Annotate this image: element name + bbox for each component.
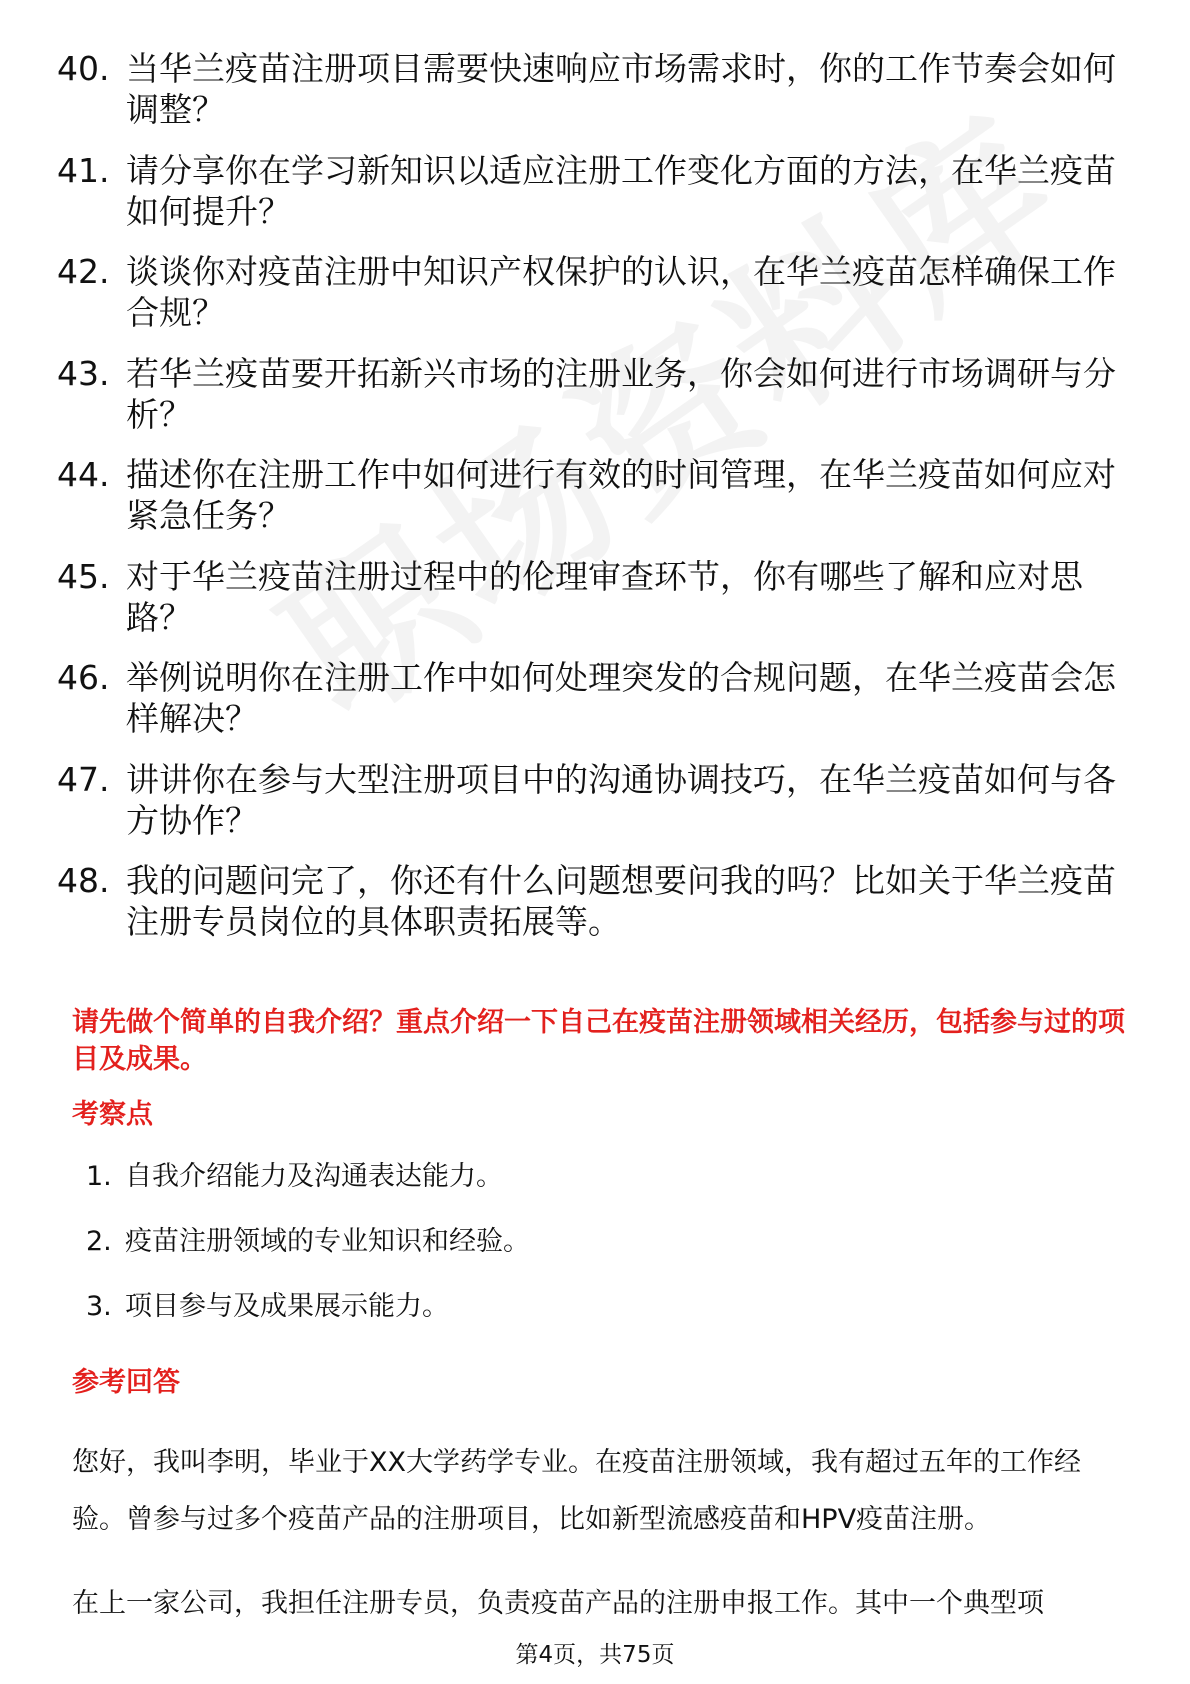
question-item: [0, 251, 1126, 333]
focus-points-list: [0, 1160, 1190, 1355]
question-number: 48.: [57, 861, 110, 900]
question-number: 40.: [57, 49, 110, 88]
question-number: 44.: [57, 455, 110, 494]
question-text: 我的问题问完了，你还有什么问题想要问我的吗？比如关于华兰疫苗注册专员岗位的具体职责拓展等。: [126, 861, 1116, 941]
question-number: 41.: [57, 150, 110, 190]
question-number: 47.: [57, 759, 110, 799]
question-item: [0, 48, 1126, 130]
question-item: [0, 150, 1126, 232]
question-number: 43.: [57, 353, 110, 393]
focus-point-number: 1.: [86, 1161, 112, 1192]
focus-point-number: 3.: [86, 1291, 112, 1322]
focus-point-text: 项目参与及成果展示能力。: [125, 1291, 449, 1322]
question-item: [0, 353, 1126, 435]
focus-points-heading: 考察点: [72, 1099, 153, 1130]
reference-answer-heading: 参考回答: [72, 1367, 180, 1398]
featured-question: 请先做个简单的自我介绍？重点介绍一下自己在疫苗注册领域相关经历，包括参与过的项目及成果。: [72, 1007, 1125, 1075]
question-number: 42.: [57, 252, 110, 291]
focus-point-item: [0, 1225, 1190, 1259]
focus-point-item: [0, 1160, 1190, 1194]
question-text: 请分享你在学习新知识以适应注册工作变化方面的方法，在华兰疫苗如何提升？: [126, 150, 1116, 231]
question-text: 讲讲你在参与大型注册项目中的沟通协调技巧，在华兰疫苗如何与各方协作？: [126, 759, 1116, 840]
reference-answer-paragraph: 在上一家公司，我担任注册专员，负责疫苗产品的注册申报工作。其中一个典型项: [72, 1588, 1044, 1619]
focus-point-number: 2.: [86, 1226, 112, 1257]
question-item: [0, 454, 1126, 536]
question-number: 46.: [57, 658, 110, 697]
focus-point-text: 疫苗注册领域的专业知识和经验。: [125, 1226, 530, 1257]
page-indicator: 第4页，共75页: [515, 1642, 675, 1668]
focus-point-item: [0, 1290, 1190, 1324]
question-text: 对于华兰疫苗注册过程中的伦理审查环节，你有哪些了解和应对思路？: [126, 556, 1083, 637]
question-list: [0, 48, 1190, 962]
question-item: [0, 556, 1126, 638]
question-text: 描述你在注册工作中如何进行有效的时间管理，在华兰疫苗如何应对紧急任务？: [126, 455, 1116, 535]
reference-answer-paragraph: 您好，我叫李明，毕业于XX大学药学专业。在疫苗注册领域，我有超过五年的工作经验。曾参与过多个疫苗产品的注册项目，比如新型流感疫苗和HPV疫苗注册。: [72, 1447, 1081, 1535]
question-item: [0, 759, 1126, 841]
question-number: 45.: [57, 556, 110, 596]
question-item: [0, 657, 1126, 739]
question-text: 举例说明你在注册工作中如何处理突发的合规问题，在华兰疫苗会怎样解决？: [126, 658, 1116, 738]
question-text: 若华兰疫苗要开拓新兴市场的注册业务，你会如何进行市场调研与分析？: [126, 353, 1116, 434]
focus-point-text: 自我介绍能力及沟通表达能力。: [125, 1161, 503, 1192]
question-item: [0, 860, 1126, 942]
question-text: 谈谈你对疫苗注册中知识产权保护的认识，在华兰疫苗怎样确保工作合规？: [126, 252, 1116, 332]
question-text: 当华兰疫苗注册项目需要快速响应市场需求时，你的工作节奏会如何调整？: [126, 49, 1116, 129]
